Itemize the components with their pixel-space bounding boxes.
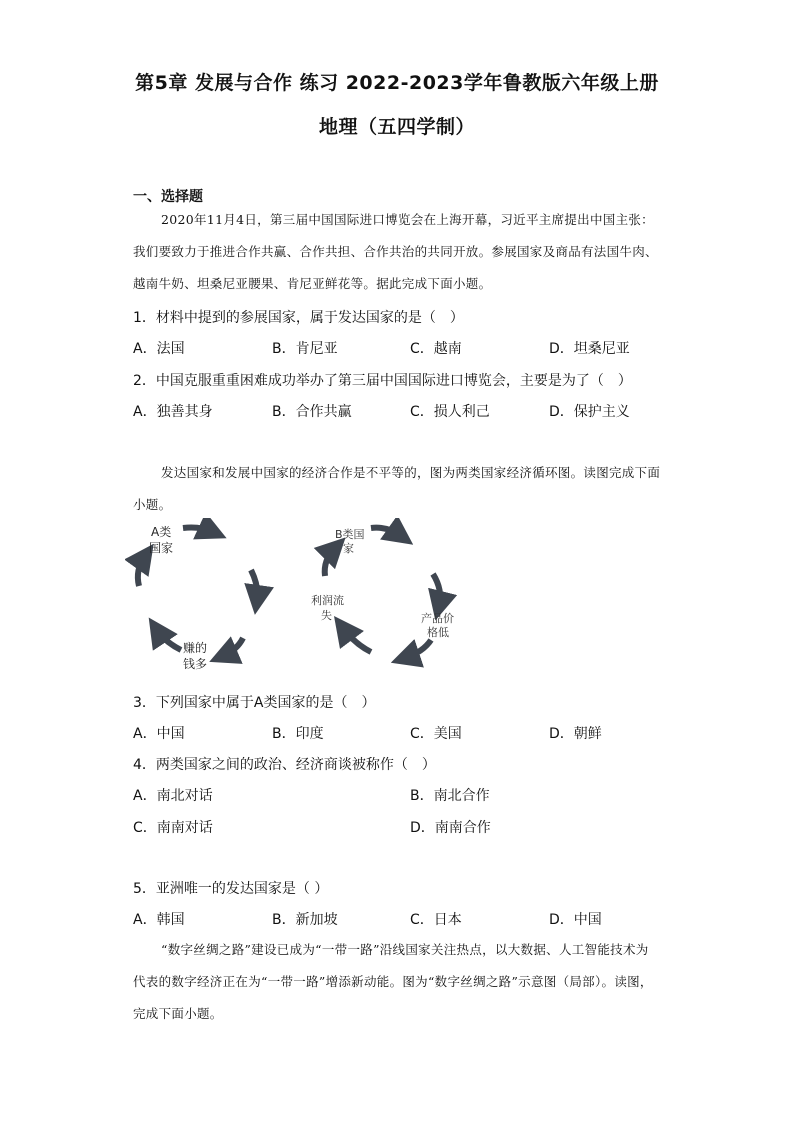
question-4-option-c: C．南南对话 bbox=[133, 820, 213, 836]
question-4-option-a: A．南北对话 bbox=[133, 788, 213, 804]
left-arrow-left bbox=[138, 556, 145, 586]
material-paragraph-2: 发达国家和发展中国家的经济合作是不平等的，图为两类国家经济循环图。读图完成下面小题。 bbox=[133, 465, 661, 512]
question-5-option-b: B．新加坡 bbox=[272, 912, 338, 928]
question-5-option-d: D．中国 bbox=[549, 912, 602, 928]
document-title-line2: 地理（五四学制） bbox=[318, 116, 475, 138]
question-2-option-a: A．独善其身 bbox=[133, 404, 213, 420]
question-1-option-b: B．肯尼亚 bbox=[272, 341, 338, 357]
question-4-option-b: B．南北合作 bbox=[410, 788, 490, 804]
question-5-stem: 5．亚洲唯一的发达国家是（ ） bbox=[133, 881, 329, 897]
label-profit-loss-2: 失 bbox=[321, 609, 332, 622]
question-5-option-c: C．日本 bbox=[410, 912, 462, 928]
material-paragraph-3: “数字丝绸之路”建设已成为“一带一路”沿线国家关注热点，以大数据、人工智能技术为代表的数字经济正在为“一带一路”增添新动能。图为“数字丝绸之路”示意图（局部）。读图，完成下面小题。 bbox=[133, 942, 653, 1021]
label-low-price-1: 产品价 bbox=[421, 612, 454, 625]
right-arrow-left bbox=[325, 548, 335, 576]
question-2-option-d: D．保护主义 bbox=[549, 404, 630, 420]
left-arrow-top bbox=[183, 528, 213, 533]
left-arrow-bottom-right bbox=[223, 638, 243, 656]
question-3-option-b: B．印度 bbox=[272, 726, 324, 742]
question-4-option-d: D．南南合作 bbox=[410, 820, 491, 836]
label-profit-loss-1: 利润流 bbox=[311, 594, 344, 607]
label-low-price-2: 格低 bbox=[427, 626, 449, 639]
left-arrow-right bbox=[251, 570, 257, 600]
right-arrow-right bbox=[433, 574, 440, 606]
label-b-country-2: 家 bbox=[343, 542, 354, 555]
left-arrow-bottom-left bbox=[157, 630, 181, 650]
label-earn-more-2: 钱多 bbox=[183, 657, 208, 671]
question-3-option-a: A．中国 bbox=[133, 726, 185, 742]
question-5-option-a: A．韩国 bbox=[133, 912, 185, 928]
question-3-stem: 3．下列国家中属于A类国家的是（ ） bbox=[133, 695, 376, 711]
economic-cycle-diagram bbox=[125, 518, 545, 688]
document-title-line1: 第5章 发展与合作 练习 2022-2023学年鲁教版六年级上册 bbox=[135, 72, 659, 94]
question-1-option-d: D．坦桑尼亚 bbox=[549, 341, 630, 357]
right-arrow-bottom-left bbox=[343, 628, 371, 652]
label-b-country-1: B类国 bbox=[335, 528, 365, 541]
label-earn-more-1: 赚的 bbox=[183, 641, 208, 655]
question-1-option-a: A．法国 bbox=[133, 341, 185, 357]
question-2-stem: 2．中国克服重重困难成功举办了第三届中国国际进口博览会，主要是为了（ ） bbox=[133, 373, 632, 389]
question-3-option-d: D．朝鲜 bbox=[549, 726, 602, 742]
question-1-stem: 1．材料中提到的参展国家，属于发达国家的是（ ） bbox=[133, 310, 464, 326]
question-4-stem: 4．两类国家之间的政治、经济商谈被称作（ ） bbox=[133, 757, 436, 773]
material-paragraph-1: 2020年11月4日，第三届中国国际进口博览会在上海开幕，习近平主席提出中国主张：我们要致力于推进合作共赢、合作共担、合作共治的共同开放。参展国家及商品有法国牛肉、越南牛奶、坦桑尼亚腰果、肯尼亚鲜花等。据此完成下面小题。 bbox=[133, 212, 658, 291]
question-1-option-c: C．越南 bbox=[410, 341, 462, 357]
right-cycle bbox=[311, 527, 454, 658]
economic-cycle-svg bbox=[125, 518, 545, 688]
right-arrow-top bbox=[371, 528, 401, 536]
question-3-option-c: C．美国 bbox=[410, 726, 462, 742]
left-cycle bbox=[138, 524, 258, 671]
question-2-option-b: B．合作共赢 bbox=[272, 404, 352, 420]
label-a-country-2: 国家 bbox=[149, 541, 174, 555]
label-a-country-1: A类 bbox=[151, 525, 172, 539]
right-arrow-bottom bbox=[405, 640, 431, 658]
question-2-option-c: C．损人利己 bbox=[410, 404, 490, 420]
section-heading: 一、选择题 bbox=[133, 189, 203, 205]
